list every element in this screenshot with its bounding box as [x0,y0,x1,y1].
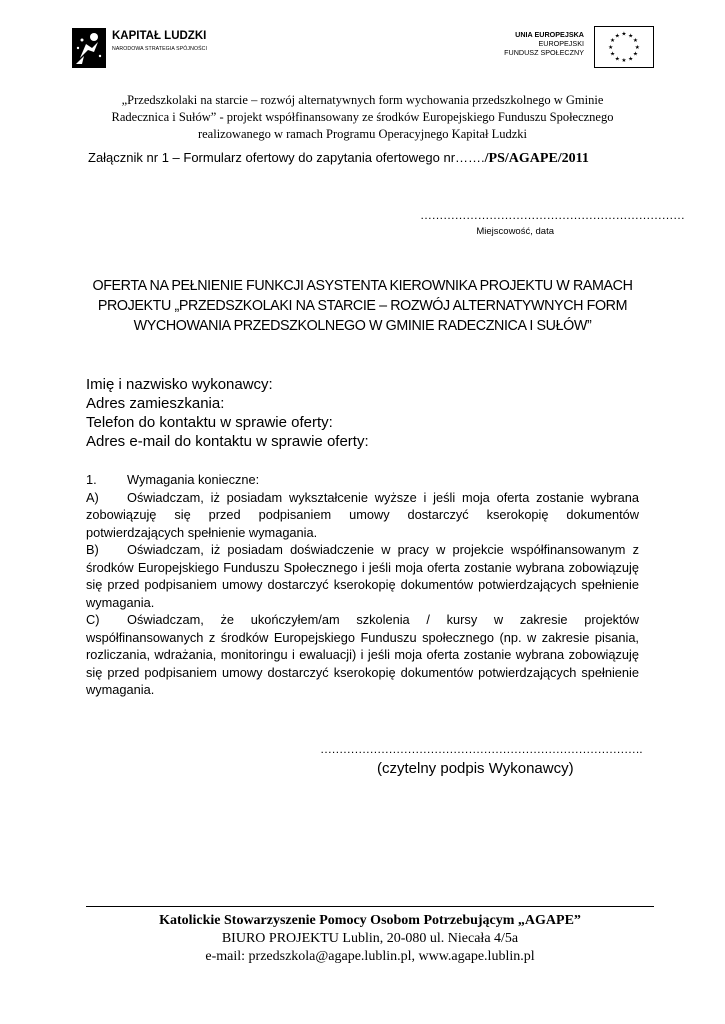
kapital-ludzki-subtitle: NARODOWA STRATEGIA SPÓJNOŚCI [112,46,208,52]
heading-line2: PROJEKTU „PRZEDSZKOLAKI NA STARCIE – ROZWÓJ ALTERNATYWNYCH FORM [97,298,628,314]
svg-text:★: ★ [621,58,627,65]
kapital-ludzki-title: KAPITAŁ LUDZKI [112,30,207,42]
svg-text:★: ★ [614,33,620,40]
svg-text:★: ★ [610,38,616,45]
requirement-item-b [86,541,639,611]
svg-text:★: ★ [632,51,638,58]
place-date-dots: …………………………………………………………… [420,208,685,222]
intro-line1: „Przedszkolaki na starcie – rozwój alternatywnych form wychowania przedszkolnego w Gminie [121,93,604,107]
offer-heading [86,276,639,336]
requirement-label: C) [86,612,100,627]
footer-divider [86,906,654,907]
field-phone: Telefon do kontaktu w sprawie oferty: [86,414,333,431]
requirements-section [86,471,639,699]
annex-number: /PS/AGAPE/2011 [484,151,589,166]
field-email: Adres e-mail do kontaktu w sprawie oferty: [86,433,369,450]
footer-org: Katolickie Stowarzyszenie Pomocy Osobom Potrzebującym „AGAPE” [159,913,581,928]
eu-flag-icon [594,26,654,68]
project-intro [90,92,635,143]
eu-logo [494,26,654,72]
annex-text: Załącznik nr 1 – Formularz ofertowy do zapytania ofertowego nr……. [88,150,485,165]
heading-line1: OFERTA NA PEŁNIENIE FUNKCJI ASYSTENTA KIEROWNIKA PROJEKTU W RAMACH [92,278,633,294]
eu-line3: FUNDUSZ SPOŁECZNY [504,48,584,57]
intro-line2: Radecznica i Sułów” - projekt współfinansowany ze środków Europejskiego Funduszu Społecznego [111,110,614,124]
place-date-label: Miejscowość, data [476,226,554,237]
svg-text:★: ★ [634,44,640,51]
signature-dots: …………………………………………………………………………. [320,742,642,756]
svg-text:★: ★ [621,31,627,38]
footer [86,912,654,966]
svg-text:★: ★ [628,56,634,63]
requirement-item-a [86,489,639,542]
intro-line3: realizowanego w ramach Programu Operacyjnego Kapitał Ludzki [197,127,528,141]
requirement-label: A) [86,489,99,505]
field-name: Imię i nazwisko wykonawcy: [86,376,273,393]
contractor-fields [86,375,369,451]
requirement-text: Oświadczam, iż posiadam doświadczenie w pracy w projekcie współfinansowanym z środków Europejskiego Funduszu Społecznego i jeśli moja oferta zostanie wybrana zobowiązuję się przed podpisaniem umowy dostarczyć kserokopię dokumentów potwierdzających spełnienie wymagania. [86,542,639,610]
annex-line [88,150,589,167]
eu-line2: EUROPEJSKI [538,39,584,48]
eu-text [504,30,584,57]
svg-text:★: ★ [614,56,620,63]
requirement-label: B) [86,542,99,557]
eu-line1: UNIA EUROPEJSKA [515,30,584,39]
requirement-text: Oświadczam, iż posiadam wykształcenie wyższe i jeśli moja oferta zostanie wybrana zobowiązuję się przed podpisaniem umowy dostarczyć kserokopię dokumentów potwierdzających spełnienie wymagania. [86,489,639,540]
requirement-text: Oświadczam, że ukończyłem/am szkolenia / kursy w zakresie projektów współfinansowanych z środków Europejskiego Funduszu społecznego (np. w zakresie pisania, rozliczania, wdrażania, monitoringu i ewaluacji) i jeśli moja oferta zostanie wybrana zobowiązuję się przed podpisaniem umowy dostarczyć kserokopię dokumentów potwierdzających spełnienie wymagania. [86,612,639,697]
svg-text:★: ★ [628,33,634,40]
field-address: Adres zamieszkania: [86,395,225,412]
svg-text:★: ★ [632,38,638,45]
requirements-heading [86,471,639,489]
svg-text:★: ★ [610,51,616,58]
footer-address: BIURO PROJEKTU Lublin, 20-080 ul. Niecała 4/5a [221,931,519,946]
svg-text:★: ★ [608,44,614,51]
kapital-ludzki-logo [72,22,232,72]
requirement-item-c [86,611,639,699]
requirements-title: Wymagania konieczne: [127,472,260,487]
heading-line3: WYCHOWANIA PRZEDSZKOLNEGO W GMINIE RADECZNICA I SUŁÓW” [133,318,592,334]
kapital-ludzki-logo-icon [72,28,106,68]
signature-caption-text: (czytelny podpis Wykonawcy) [377,760,574,777]
requirements-number: 1. [86,472,97,487]
footer-contact: e-mail: przedszkola@agape.lublin.pl, www.agape.lublin.pl [205,949,535,964]
